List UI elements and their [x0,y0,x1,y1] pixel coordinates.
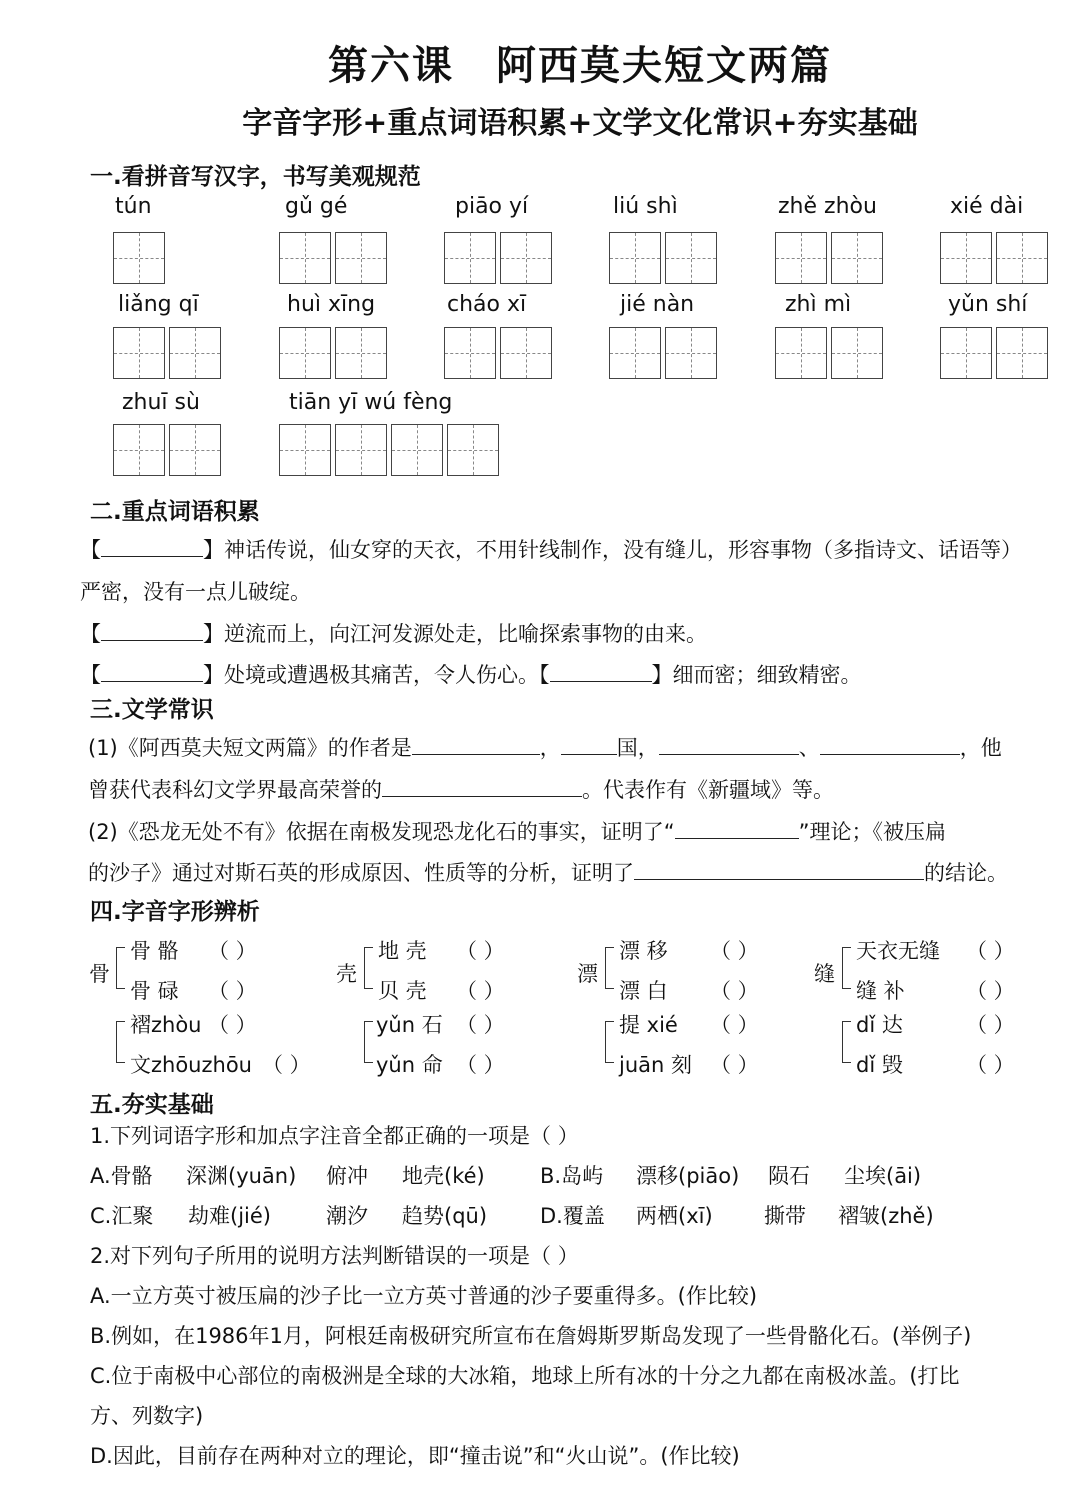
word-b: yǔn 命 [376,1053,443,1077]
answer-paren[interactable]: （ ） [262,1053,311,1077]
writing-grid[interactable] [444,327,556,379]
answer-paren[interactable]: （ ） [456,1013,505,1037]
writing-cell[interactable] [391,424,443,476]
word-a: 骨 骼 [130,939,179,963]
word-b: dǐ 毁 [856,1053,903,1077]
word-a: 地 壳 [378,939,427,963]
word-b: 骨 碌 [130,979,179,1003]
pinyin-label: tún [115,194,152,219]
writing-cell[interactable] [169,327,221,379]
writing-cell[interactable] [609,232,661,284]
bracket-open: 【 [80,622,101,646]
vocab-definition: 】逆流而上，向江河发源处走，比喻探索事物的由来。 [203,622,707,646]
pinyin-label: piāo yí [455,194,529,219]
option-d-3: 撕带 [764,1204,806,1228]
group-char: 骨 [89,962,110,986]
lit-q2-line2 [88,857,1008,887]
brace [605,1021,614,1063]
option-c-1[interactable]: C.汇聚 [90,1204,154,1228]
option-a-2: 深渊(yuān) [186,1164,297,1188]
answer-paren[interactable]: （ ） [966,939,1015,963]
lit-q1-line2 [88,774,834,804]
brace [842,1021,851,1063]
writing-grid[interactable] [279,327,391,379]
writing-cell[interactable] [500,327,552,379]
option-d-1[interactable]: D.覆盖 [540,1204,605,1228]
writing-cell[interactable] [665,232,717,284]
option-b-3: 陨石 [768,1164,810,1188]
option-a-3: 俯冲 [326,1164,368,1188]
section-2-heading: 二.重点词语积累 [90,499,260,525]
writing-cell[interactable] [279,424,331,476]
pinyin-label: gǔ gé [285,194,348,219]
vocab-line-2 [80,618,707,648]
answer-blank[interactable] [659,754,799,755]
writing-cell[interactable] [113,327,165,379]
writing-cell[interactable] [279,327,331,379]
pinyin-label: zhuī sù [122,390,200,415]
word-b: 漂 白 [619,979,668,1003]
writing-cell[interactable] [940,327,992,379]
pinyin-label: liǎng qī [118,292,199,317]
answer-paren[interactable]: （ ） [456,939,505,963]
writing-cell[interactable] [831,327,883,379]
word-b: 贝 壳 [378,979,427,1003]
writing-grid[interactable] [113,424,225,476]
answer-paren[interactable]: （ ） [710,1053,759,1077]
question-text: ”理论；《被压扁 [798,820,947,844]
answer-paren[interactable]: （ ） [456,979,505,1003]
writing-cell[interactable] [113,424,165,476]
writing-cell[interactable] [609,327,661,379]
writing-cell[interactable] [775,232,827,284]
writing-grid[interactable] [444,232,556,284]
writing-cell[interactable] [444,232,496,284]
writing-cell[interactable] [831,232,883,284]
answer-blank[interactable] [561,754,617,755]
brace [605,947,614,989]
q2-option-c[interactable]: C.位于南极中心部位的南极洲是全球的大冰箱，地球上所有冰的十分之九都在南极冰盖。(打比 [90,1364,960,1388]
vocab-line-3 [80,659,862,689]
bracket-open: 【 [80,538,101,562]
word-a: 褶zhòu [130,1013,202,1037]
writing-cell[interactable] [500,232,552,284]
brace [116,1021,125,1063]
question-text: 的结论。 [924,861,1008,885]
answer-blank[interactable] [820,754,960,755]
answer-blank[interactable] [634,879,924,880]
vocab-definition: 】神话传说，仙女穿的天衣，不用针线制作，没有缝儿，形容事物（多指诗文、话语等） [203,538,1022,562]
q2-option-a[interactable]: A.一立方英寸被压扁的沙子比一立方英寸普通的沙子要重得多。(作比较) [90,1284,758,1308]
option-a-4: 地壳(ké) [402,1164,485,1188]
writing-cell[interactable] [113,232,165,284]
writing-grid[interactable] [609,232,721,284]
pinyin-label: liú shì [613,194,678,219]
section-5-heading: 五.夯实基础 [90,1092,214,1118]
writing-grid[interactable] [940,232,1052,284]
question-text: 的沙子》通过对斯石英的形成原因、性质等的分析，证明了 [88,861,634,885]
question-text: 、 [798,736,820,760]
question-1: 1.下列词语字形和加点字注音全都正确的一项是（ ） [90,1124,579,1148]
lit-q2-line1 [88,816,946,846]
question-2: 2.对下列句子所用的说明方法判断错误的一项是（ ） [90,1244,579,1268]
writing-cell[interactable] [444,327,496,379]
answer-paren[interactable]: （ ） [710,1013,759,1037]
pinyin-label: tiān yī wú fèng [289,390,453,415]
vocab-line-1 [80,534,1022,564]
question-text: 曾获代表科幻文学界最高荣誉的 [88,778,382,802]
option-b-4: 尘埃(āi) [844,1164,922,1188]
writing-cell[interactable] [940,232,992,284]
pinyin-label: huì xīng [287,292,376,317]
answer-paren[interactable]: （ ） [966,1053,1015,1077]
pinyin-label: xié dài [950,194,1024,219]
question-text: 。代表作有《新疆域》等。 [582,778,834,802]
word-b: 文zhōuzhōu [130,1053,252,1077]
option-c-2: 劫难(jié) [188,1204,271,1228]
word-b: 缝 补 [856,979,905,1003]
section-1-heading: 一.看拼音写汉字，书写美观规范 [90,164,421,190]
writing-grid[interactable] [775,232,887,284]
bracket-open: 【 [80,663,101,687]
pinyin-label: zhì mì [785,292,852,317]
writing-cell[interactable] [996,327,1048,379]
answer-paren[interactable]: （ ） [208,1013,257,1037]
answer-paren[interactable]: （ ） [710,979,759,1003]
answer-blank[interactable] [382,796,582,797]
word-a: dǐ 达 [856,1013,903,1037]
answer-blank[interactable] [101,640,203,641]
answer-paren[interactable]: （ ） [710,939,759,963]
answer-paren[interactable]: （ ） [208,979,257,1003]
writing-cell[interactable] [169,424,221,476]
brace [364,947,373,989]
option-b-2: 漂移(piāo) [636,1164,740,1188]
writing-grid[interactable] [279,424,503,476]
brace [364,1021,373,1063]
writing-grid[interactable] [609,327,721,379]
section-3-heading: 三.文学常识 [90,697,214,723]
word-a: 天衣无缝 [856,939,940,963]
vocab-definition: 】细而密；细致精密。 [651,663,862,687]
writing-cell[interactable] [775,327,827,379]
answer-blank[interactable] [101,556,203,557]
word-a: 漂 移 [619,939,668,963]
q2-option-c-cont: 方、列数字) [90,1404,204,1428]
writing-cell[interactable] [996,232,1048,284]
question-text: 国， [616,736,659,760]
group-char: 缝 [814,962,835,986]
writing-grid[interactable] [113,232,169,284]
group-char: 壳 [336,962,357,986]
brace [842,947,851,989]
writing-grid[interactable] [279,232,391,284]
option-d-4: 褶皱(zhě) [838,1204,934,1228]
writing-cell[interactable] [335,232,387,284]
answer-blank[interactable] [675,838,799,839]
writing-grid[interactable] [775,327,887,379]
vocab-definition: 】处境或遭遇极其痛苦，令人伤心。 [203,663,539,687]
question-text: (2)《恐龙无处不有》依据在南极发现恐龙化石的事实，证明了“ [88,820,675,844]
page-subtitle: 字音字形+重点词语积累+文学文化常识+夯实基础 [242,106,918,141]
word-a: yǔn 石 [376,1013,443,1037]
page-title: 第六课 阿西莫夫短文两篇 [328,43,832,89]
option-d-2: 两栖(xī) [636,1204,713,1228]
option-c-3: 潮汐 [326,1204,368,1228]
q2-option-d[interactable]: D.因此，目前存在两种对立的理论，即“撞击说”和“火山说”。(作比较) [90,1444,740,1468]
option-c-4: 趋势(qū) [402,1204,488,1228]
lit-q1-line1: (1)《阿西莫夫短文两篇》的作者是 ， 国， 、 ，他 [88,736,1002,760]
writing-cell[interactable] [447,424,499,476]
group-char: 漂 [577,962,598,986]
writing-grid[interactable] [940,327,1052,379]
question-text: (1)《阿西莫夫短文两篇》的作者是 [88,736,412,760]
pinyin-label: cháo xī [447,292,527,317]
writing-cell[interactable] [335,327,387,379]
word-a: 提 xié [619,1013,678,1037]
writing-cell[interactable] [335,424,387,476]
pinyin-label: zhě zhòu [778,194,877,219]
bracket-open: 【 [539,663,550,687]
answer-blank[interactable] [101,681,203,682]
writing-cell[interactable] [279,232,331,284]
answer-paren[interactable]: （ ） [208,939,257,963]
pinyin-label: yǔn shí [948,292,1028,317]
writing-grid[interactable] [113,327,225,379]
answer-paren[interactable]: （ ） [966,979,1015,1003]
q2-option-b[interactable]: B.例如，在1986年1月，阿根廷南极研究所宣布在詹姆斯罗斯岛发现了一些骨骼化石。(举例子) [90,1324,972,1348]
answer-paren[interactable]: （ ） [456,1053,505,1077]
answer-paren[interactable]: （ ） [966,1013,1015,1037]
answer-blank[interactable] [412,754,540,755]
question-text: ，他 [959,736,1002,760]
option-b-1[interactable]: B.岛屿 [540,1164,604,1188]
vocab-definition-cont: 严密，没有一点儿破绽。 [80,580,311,604]
section-4-heading: 四.字音字形辨析 [90,899,260,925]
pinyin-label: jié nàn [620,292,695,317]
answer-blank[interactable] [550,681,652,682]
option-a-1[interactable]: A.骨骼 [90,1164,153,1188]
brace [116,947,125,989]
word-b: juān 刻 [619,1053,692,1077]
writing-cell[interactable] [665,327,717,379]
